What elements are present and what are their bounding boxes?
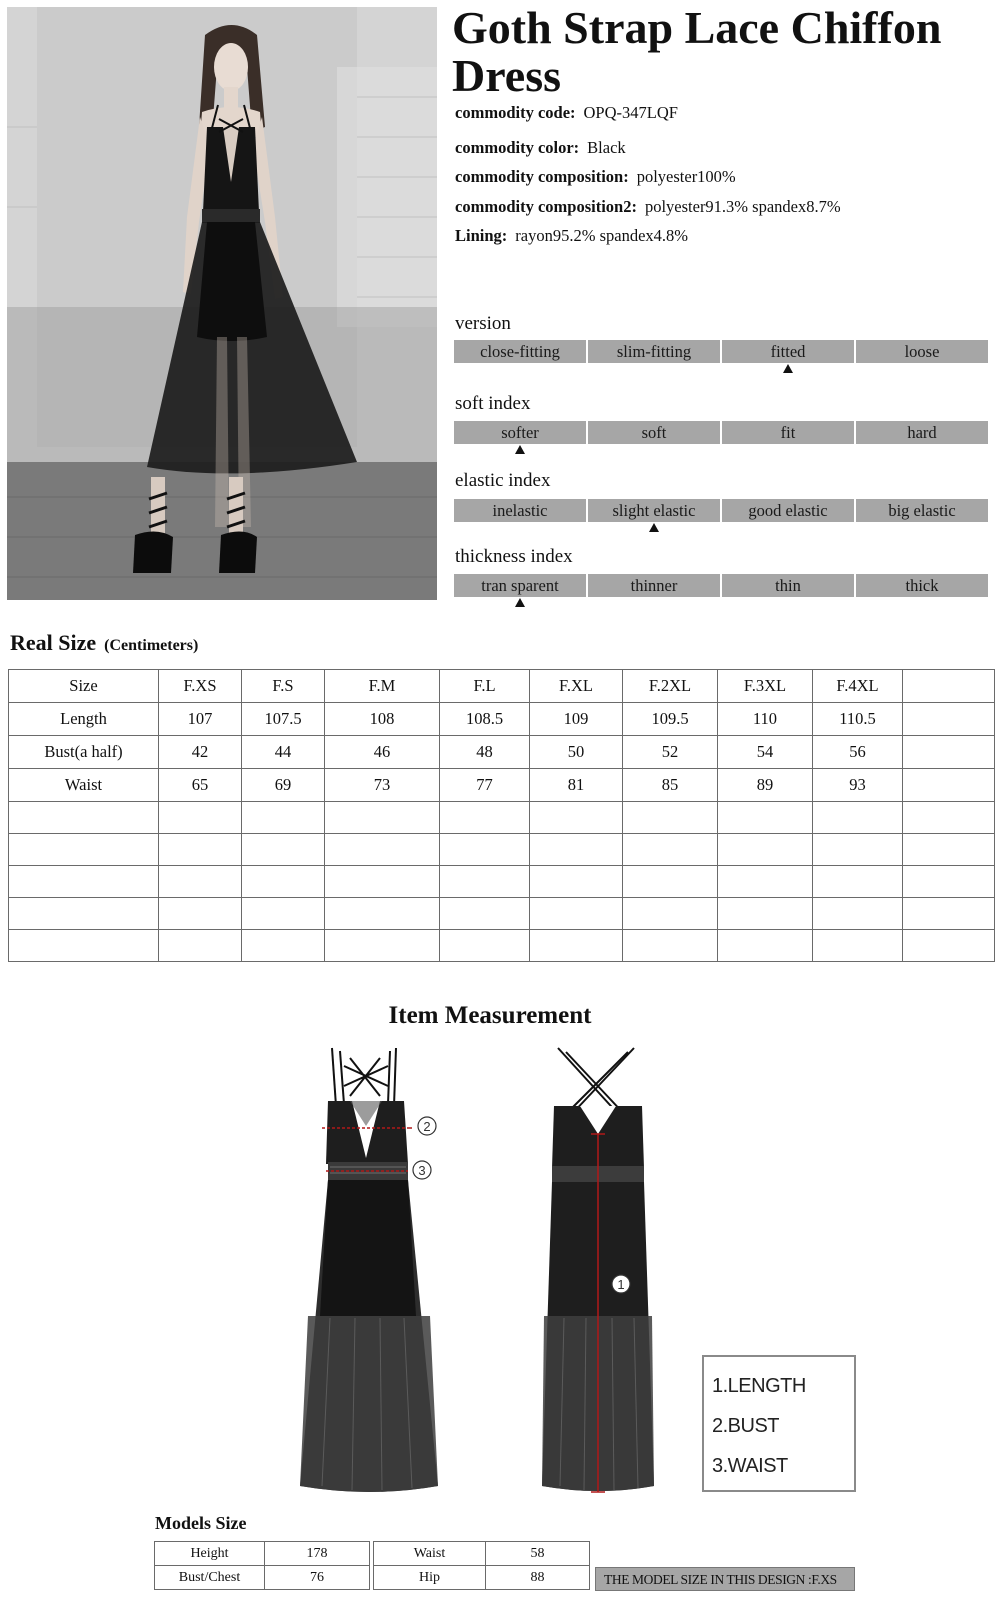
size-table-header-cell — [903, 670, 995, 703]
product-title: Goth Strap Lace Chiffon Dress — [452, 2, 942, 101]
elastic-index-scale — [454, 499, 988, 522]
attr-label: commodity code: — [455, 103, 576, 122]
thickness-index-option: thick — [856, 574, 988, 597]
model-waist-value: 58 — [486, 1542, 590, 1566]
table-cell: 89 — [718, 769, 813, 802]
table-cell: 85 — [623, 769, 718, 802]
dress-front-diagram — [300, 1046, 460, 1511]
elastic-index-scale-label: elastic index — [455, 470, 551, 491]
attr-value: polyester91.3% spandex8.7% — [644, 197, 841, 216]
model-waist-label: Waist — [374, 1542, 486, 1566]
elastic-index-option: good elastic — [722, 499, 854, 522]
dress-back-illustration — [530, 1046, 670, 1506]
models-table-left — [154, 1541, 370, 1590]
size-table-header-cell: F.S — [242, 670, 325, 703]
dress-front-illustration — [300, 1046, 460, 1506]
size-table-title: Real Size — [10, 630, 97, 655]
table-cell: 44 — [242, 736, 325, 769]
table-cell — [903, 703, 995, 736]
soft-index-scale — [454, 421, 988, 444]
thickness-index-scale-label: thickness index — [455, 546, 573, 567]
model-hip-value: 88 — [486, 1566, 590, 1590]
size-table-empty-row — [9, 930, 995, 962]
attr-value: Black — [587, 138, 626, 157]
table-cell: Length — [9, 703, 159, 736]
table-cell: 50 — [530, 736, 623, 769]
table-cell: 110 — [718, 703, 813, 736]
size-table-header-cell: F.M — [325, 670, 440, 703]
model-hip-label: Hip — [374, 1566, 486, 1590]
soft-index-option: fit — [722, 421, 854, 444]
attr-value: OPQ-347LQF — [583, 103, 678, 122]
measurement-legend — [702, 1355, 856, 1492]
waist-marker-label: 3 — [418, 1163, 426, 1178]
table-cell: 54 — [718, 736, 813, 769]
model-bust-label: Bust/Chest — [155, 1566, 265, 1590]
elastic-index-option: inelastic — [454, 499, 586, 522]
elastic-index-option: big elastic — [856, 499, 988, 522]
version-scale-label: version — [455, 313, 511, 334]
models-size-heading: Models Size — [155, 1513, 247, 1533]
attr-commodity-composition — [455, 167, 736, 187]
table-row — [374, 1542, 590, 1566]
models-table-right — [373, 1541, 590, 1590]
table-cell: 108 — [325, 703, 440, 736]
attr-commodity-composition2 — [455, 197, 841, 217]
thickness-index-option: thin — [722, 574, 854, 597]
attr-commodity-color — [455, 138, 626, 158]
table-row — [155, 1566, 370, 1590]
thickness-index-selected-marker — [515, 598, 525, 607]
size-table-empty-row — [9, 898, 995, 930]
attr-label: commodity composition: — [455, 167, 629, 186]
attr-value: rayon95.2% spandex4.8% — [515, 226, 689, 245]
soft-index-scale-label: soft index — [455, 393, 531, 414]
table-cell: 73 — [325, 769, 440, 802]
size-table-row-waist — [9, 769, 995, 802]
table-cell: 108.5 — [440, 703, 530, 736]
version-option: slim-fitting — [588, 340, 720, 363]
elastic-index-option: slight elastic — [588, 499, 720, 522]
table-cell: 69 — [242, 769, 325, 802]
item-measurement-heading: Item Measurement — [388, 1002, 592, 1029]
size-table-header-cell: F.2XL — [623, 670, 718, 703]
size-table-header-row — [9, 670, 995, 703]
table-cell: 52 — [623, 736, 718, 769]
size-table-header-cell: F.XL — [530, 670, 623, 703]
size-table-empty-row — [9, 802, 995, 834]
soft-index-option: softer — [454, 421, 586, 444]
legend-item-waist: 3.WAIST — [712, 1455, 788, 1477]
model-size-note: THE MODEL SIZE IN THIS DESIGN :F.XS — [595, 1567, 855, 1591]
model-height-value: 178 — [265, 1542, 370, 1566]
attr-lining — [455, 226, 688, 246]
attr-commodity-code — [455, 103, 678, 123]
table-cell: 65 — [159, 769, 242, 802]
model-bust-value: 76 — [265, 1566, 370, 1590]
soft-index-option: soft — [588, 421, 720, 444]
size-table-empty-row — [9, 834, 995, 866]
table-cell — [903, 736, 995, 769]
legend-item-bust: 2.BUST — [712, 1415, 780, 1437]
size-table-row-length — [9, 703, 995, 736]
soft-index-option: hard — [856, 421, 988, 444]
thickness-index-scale — [454, 574, 988, 597]
length-marker-label: 1 — [617, 1277, 625, 1292]
size-table-row-bust — [9, 736, 995, 769]
version-option: fitted — [722, 340, 854, 363]
table-cell: Bust(a half) — [9, 736, 159, 769]
table-cell: 56 — [813, 736, 903, 769]
table-row — [374, 1566, 590, 1590]
size-table-header-cell: Size — [9, 670, 159, 703]
version-selected-marker — [783, 364, 793, 373]
model-height-label: Height — [155, 1542, 265, 1566]
attr-value: polyester100% — [636, 167, 736, 186]
size-table-header-cell: F.XS — [159, 670, 242, 703]
attr-label: commodity composition2: — [455, 197, 637, 216]
table-cell: 81 — [530, 769, 623, 802]
size-table-header-cell: F.4XL — [813, 670, 903, 703]
table-cell: 46 — [325, 736, 440, 769]
version-option: loose — [856, 340, 988, 363]
thickness-index-option: tran sparent — [454, 574, 586, 597]
table-cell: 107.5 — [242, 703, 325, 736]
size-table-heading — [10, 630, 198, 656]
table-cell: 93 — [813, 769, 903, 802]
version-option: close-fitting — [454, 340, 586, 363]
table-cell: 77 — [440, 769, 530, 802]
table-cell: 48 — [440, 736, 530, 769]
elastic-index-selected-marker — [649, 523, 659, 532]
bust-marker-label: 2 — [423, 1119, 431, 1134]
size-table-header-cell: F.3XL — [718, 670, 813, 703]
size-table-empty-row — [9, 866, 995, 898]
model-photo — [7, 7, 437, 600]
thickness-index-option: thinner — [588, 574, 720, 597]
table-cell: Waist — [9, 769, 159, 802]
table-row — [155, 1542, 370, 1566]
soft-index-selected-marker — [515, 445, 525, 454]
table-cell: 107 — [159, 703, 242, 736]
version-scale — [454, 340, 988, 363]
table-cell: 109.5 — [623, 703, 718, 736]
attr-label: commodity color: — [455, 138, 580, 157]
size-table-header-cell: F.L — [440, 670, 530, 703]
size-table-unit: (Centimeters) — [104, 637, 199, 654]
table-cell: 110.5 — [813, 703, 903, 736]
size-table — [8, 669, 995, 962]
attr-label: Lining: — [455, 226, 508, 245]
legend-item-length: 1.LENGTH — [712, 1375, 806, 1397]
dress-back-diagram — [530, 1046, 670, 1511]
table-cell — [903, 769, 995, 802]
table-cell: 42 — [159, 736, 242, 769]
model-photo-illustration — [7, 7, 437, 600]
table-cell: 109 — [530, 703, 623, 736]
